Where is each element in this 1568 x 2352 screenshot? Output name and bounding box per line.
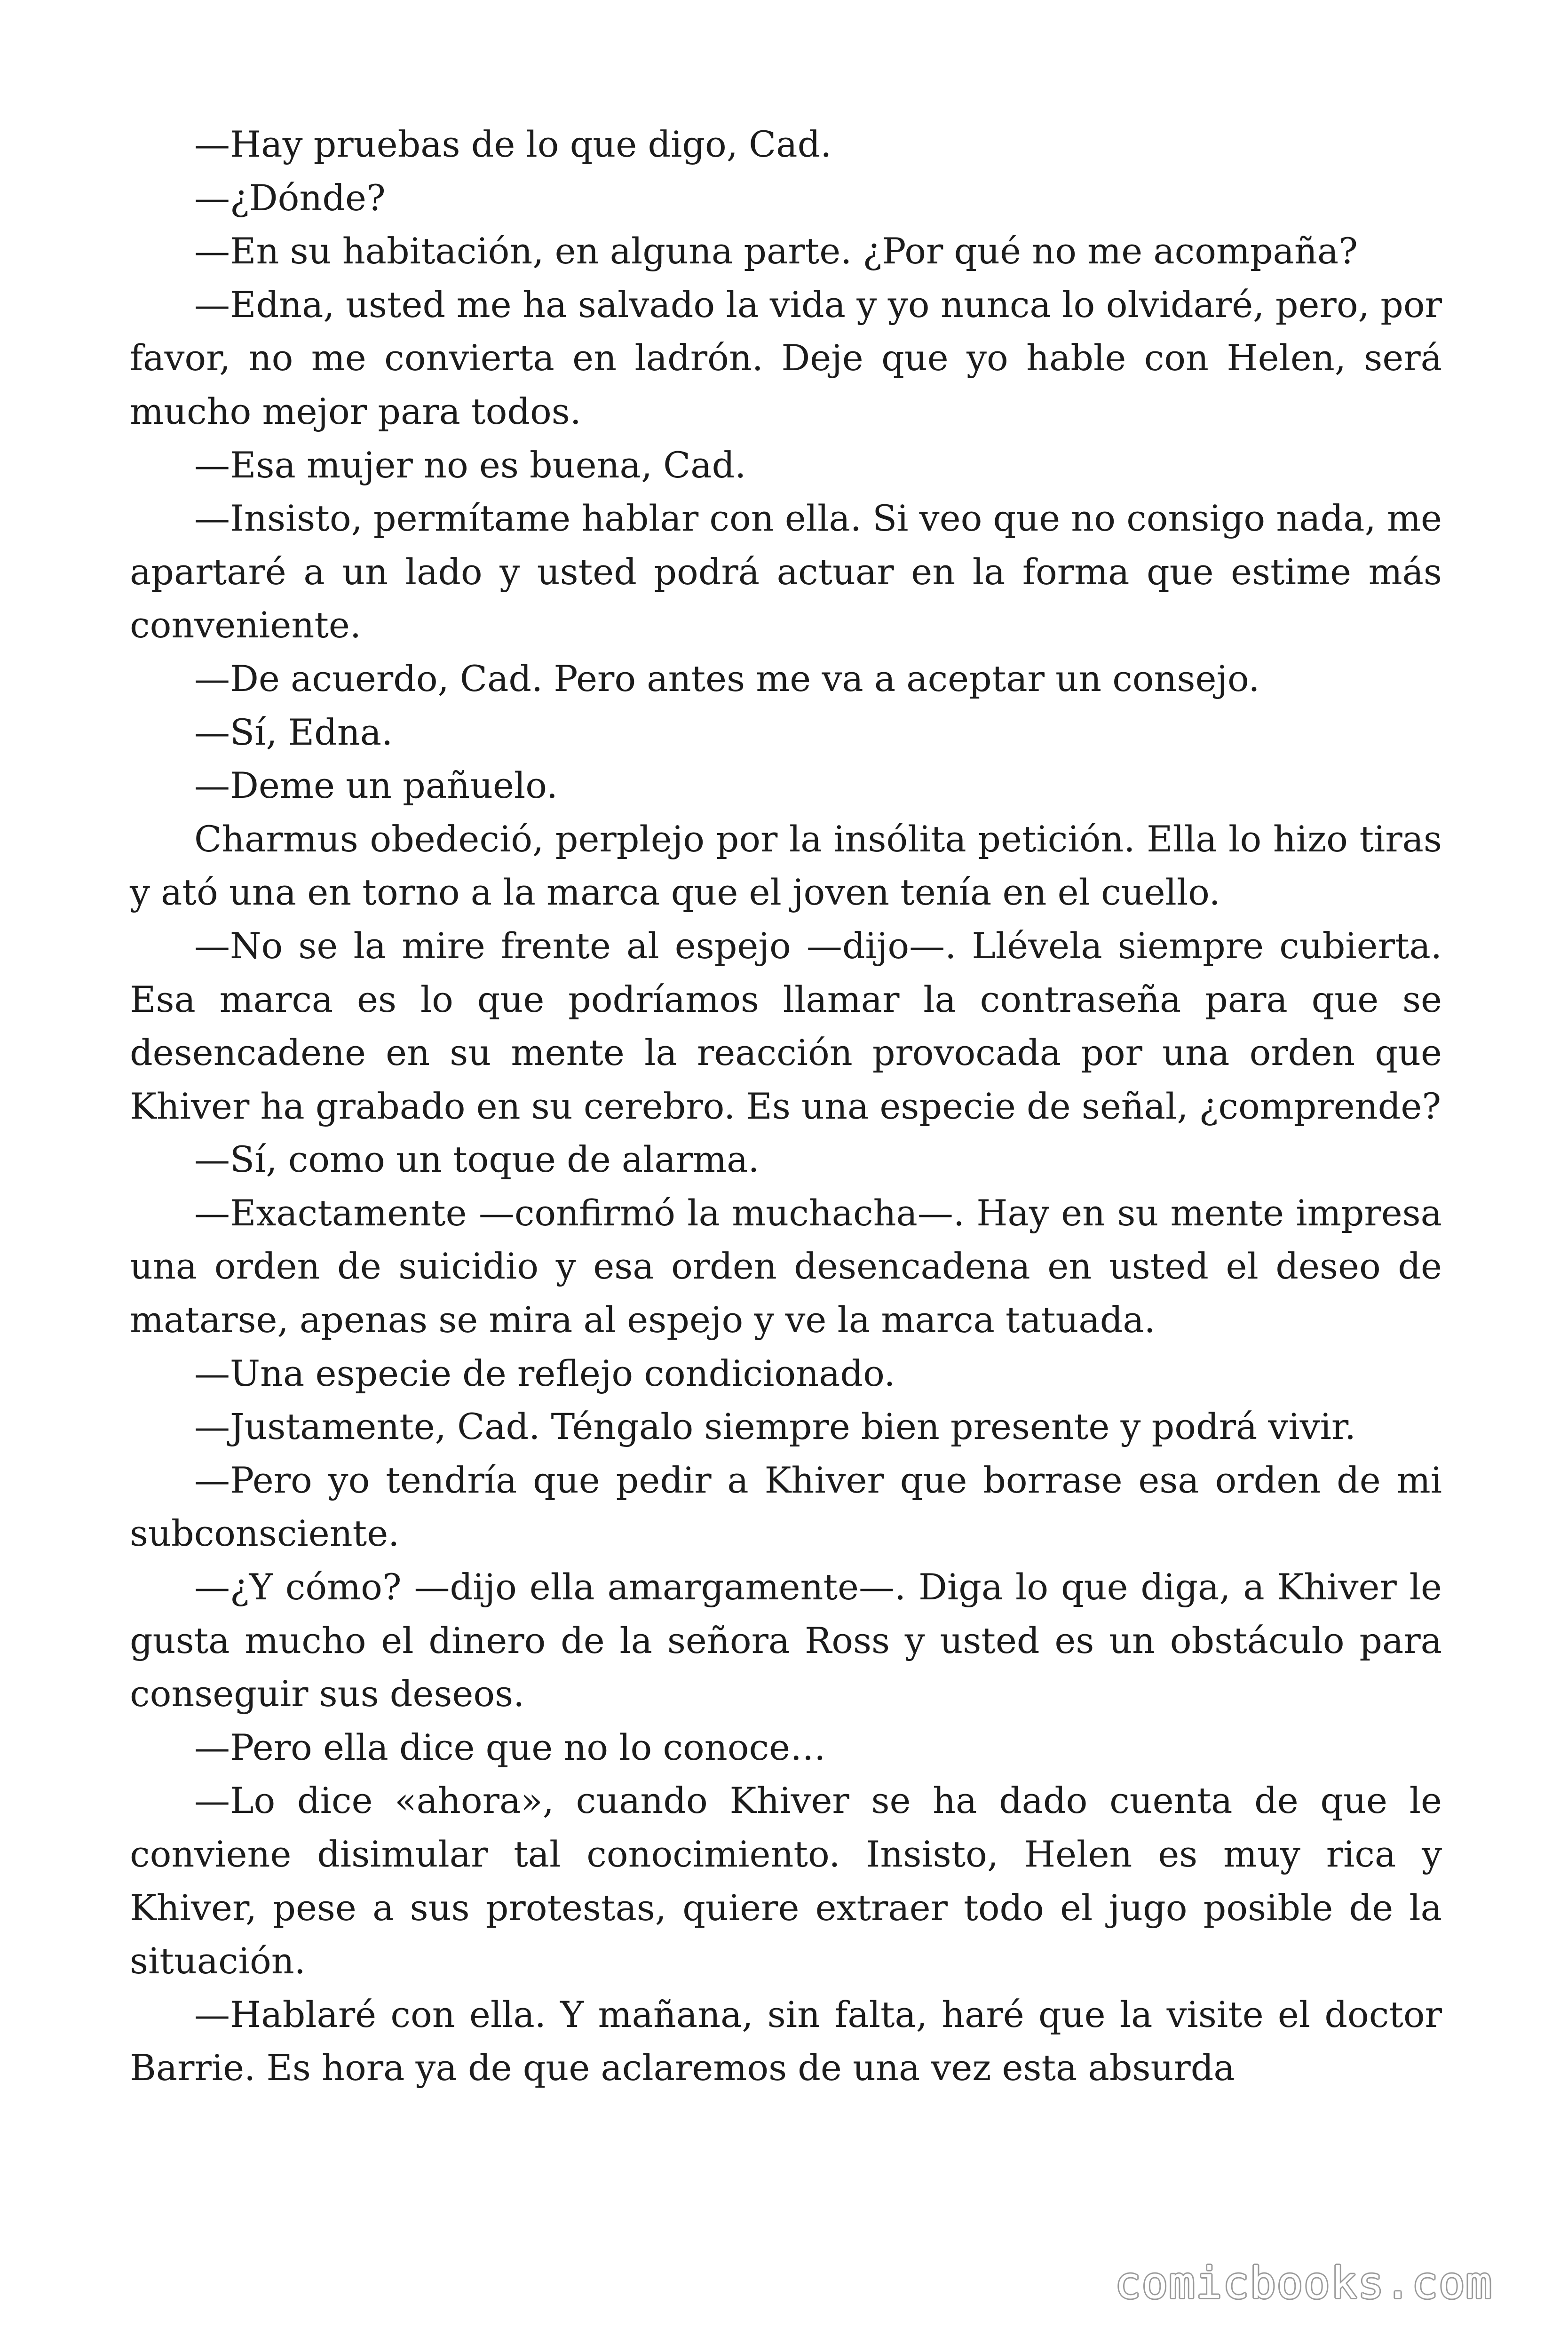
paragraph-2: —¿Dónde? bbox=[194, 176, 386, 219]
paragraph-12: —Sí, como un toque de alarma. bbox=[194, 1138, 760, 1181]
paragraph-4: —Edna, usted me ha salvado la vida y yo nunca lo olvidaré, pero, por favor, no me convierta en ladrón. Deje que yo hable con Helen, será mucho mejor para todos. bbox=[130, 283, 1442, 432]
paragraph-7: —De acuerdo, Cad. Pero antes me va a aceptar un consejo. bbox=[194, 657, 1260, 699]
paragraph-19: —Lo dice «ahora», cuando Khiver se ha dado cuenta de que le conviene disimular tal conocimiento. Insisto, Helen es muy rica y Khiver, pese a sus protestas, quiere extraer todo el jugo posible de la situación. bbox=[130, 1780, 1442, 1982]
paragraph-17: —¿Y cómo? —dijo ella amargamente—. Diga lo que diga, a Khiver le gusta mucho el dinero de la señora Ross y usted es un obstáculo para conseguir sus deseos. bbox=[130, 1566, 1442, 1715]
paragraph-3: —En su habitación, en alguna parte. ¿Por qué no me acompaña? bbox=[194, 230, 1358, 272]
paragraph-11: —No se la mire frente al espejo —dijo—. Llévela siempre cubierta. Esa marca es lo que podríamos llamar la contraseña para que se desencadene en su mente la reacción provocada por una orden que Khiver ha grabado en su cerebro. Es una especie de señal, ¿comprende? bbox=[130, 924, 1442, 1127]
paragraph-6: —Insisto, permítame hablar con ella. Si veo que no consigo nada, me apartaré a un lado y usted podrá actuar en la forma que estime más conveniente. bbox=[130, 497, 1442, 646]
paragraph-14: —Una especie de reflejo condicionado. bbox=[194, 1352, 895, 1394]
paragraph-13: —Exactamente —confirmó la muchacha—. Hay en su mente impresa una orden de suicidio y esa orden desencadena en usted el deseo de matarse, apenas se mira al espejo y ve la marca tatuada. bbox=[130, 1192, 1442, 1341]
page-body bbox=[130, 118, 1442, 2095]
paragraph-15: —Justamente, Cad. Téngalo siempre bien presente y podrá vivir. bbox=[194, 1406, 1356, 1448]
watermark-logo: comicbooks.com bbox=[1115, 2258, 1493, 2308]
paragraph-9: —Deme un pañuelo. bbox=[194, 764, 558, 807]
paragraph-18: —Pero ella dice que no lo conoce… bbox=[194, 1726, 826, 1768]
paragraph-10: Charmus obedeció, perplejo por la insólita petición. Ella lo hizo tiras y ató una en torno a la marca que el joven tenía en el cuello. bbox=[130, 818, 1442, 914]
paragraph-16: —Pero yo tendría que pedir a Khiver que borrase esa orden de mi subconsciente. bbox=[130, 1459, 1442, 1555]
paragraph-8: —Sí, Edna. bbox=[194, 711, 393, 753]
paragraph-5: —Esa mujer no es buena, Cad. bbox=[194, 444, 746, 486]
paragraph-20: —Hablaré con ella. Y mañana, sin falta, haré que la visite el doctor Barrie. Es hora ya de que aclaremos de una vez esta absurda bbox=[130, 1993, 1442, 2089]
paragraph-1: —Hay pruebas de lo que digo, Cad. bbox=[194, 123, 832, 165]
